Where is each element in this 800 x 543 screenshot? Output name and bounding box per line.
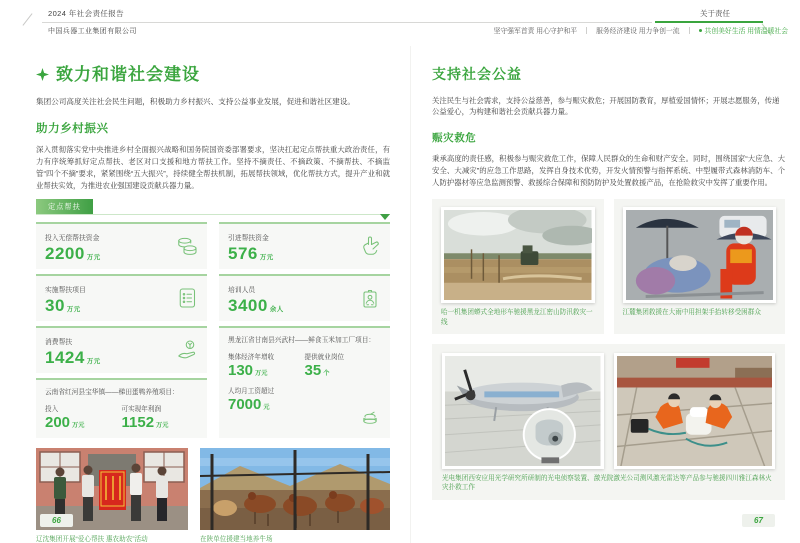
company-name: 中国兵器工业集团有限公司 bbox=[48, 28, 137, 35]
page-number-left: 66 bbox=[40, 514, 73, 527]
photo-caption: 哈一机集团蟒式全地形车驰援黑龙江密山防汛救灾一线 bbox=[441, 309, 593, 326]
page-number-right: 67 bbox=[742, 514, 775, 527]
kv-unit: 万元 bbox=[72, 422, 85, 430]
id-badge-icon bbox=[358, 286, 382, 310]
kv-label: 集体经济年增收 bbox=[228, 354, 275, 362]
stat-label: 引进帮扶资金 bbox=[228, 234, 269, 242]
stat-number: 1424 bbox=[45, 347, 85, 367]
stat-label: 消费帮扶 bbox=[45, 338, 73, 346]
kv-unit: 万元 bbox=[156, 422, 169, 430]
section-body-rural: 深入贯彻落实党中央推进乡村全面振兴战略和国务院国资委部署要求，坚决扛起定点帮扶重大政治责任，有力有序统筹抓好定点帮扶、老区对口支援和地方帮扶工作。坚持不摘责任、不摘政策、不摘帮扶、不摘监管“四个不摘”要求，紧紧围绕“五大振兴”，持续健全帮扶机制，拓展帮扶领域，优化帮扶方式，提升产业和就业帮扶实效，为推进农业强国建设贡献兵器力量。 bbox=[36, 144, 390, 190]
hand-coin-icon bbox=[175, 338, 199, 362]
stat-number: 2200 bbox=[45, 243, 85, 263]
kv-income bbox=[228, 351, 305, 378]
page-title-text: 致力和谐社会建设 bbox=[56, 65, 200, 84]
chapter-label: 关于责任 bbox=[700, 9, 730, 18]
project-title: 黑龙江省甘南县兴武村——鲜食玉米加工厂项目： bbox=[228, 336, 376, 344]
photo-card-row bbox=[432, 199, 785, 334]
header-rule bbox=[42, 22, 652, 23]
kv-number: 200 bbox=[45, 414, 71, 432]
page-fold bbox=[410, 46, 411, 543]
page-left bbox=[36, 50, 390, 543]
project-card-heilongjiang bbox=[219, 326, 390, 438]
stat-number: 576 bbox=[228, 243, 258, 263]
page-title bbox=[432, 64, 785, 84]
header-left-slash bbox=[22, 13, 32, 25]
photo-frame-drone bbox=[442, 353, 604, 469]
kv-number: 35 bbox=[304, 362, 322, 380]
checklist-icon bbox=[175, 286, 199, 310]
nav-item-military[interactable]: 坚守强军首责 用心守护和平 bbox=[493, 28, 578, 35]
stat-projects bbox=[36, 274, 207, 321]
project-stats bbox=[45, 403, 198, 430]
stat-label: 投入无偿帮扶资金 bbox=[45, 234, 100, 242]
kv-value bbox=[45, 415, 122, 430]
triangle-marker-icon bbox=[380, 214, 390, 220]
nav-divider bbox=[689, 27, 690, 34]
page-title bbox=[36, 60, 390, 85]
kv-value bbox=[305, 363, 382, 378]
badge-row bbox=[36, 201, 390, 215]
stats-grid bbox=[36, 222, 390, 438]
photo-frame bbox=[441, 207, 595, 303]
active-dot-icon bbox=[699, 29, 702, 32]
photo-card-flood bbox=[432, 199, 604, 334]
stat-free-funds bbox=[36, 222, 207, 269]
photo-cattle-farm bbox=[200, 448, 390, 530]
stats-col-right bbox=[219, 222, 390, 438]
kv-label: 提供就业岗位 bbox=[304, 354, 345, 362]
page-title-text: 支持社会公益 bbox=[432, 66, 522, 82]
photo-pair bbox=[442, 353, 775, 469]
photo-block-banner bbox=[36, 448, 188, 543]
kv-unit: 个 bbox=[323, 370, 330, 378]
stat-unit: 余人 bbox=[269, 305, 284, 313]
stat-unit: 万元 bbox=[86, 357, 101, 365]
coin-stack-icon bbox=[359, 406, 381, 428]
header-rule-accent bbox=[655, 21, 763, 23]
kv-jobs bbox=[305, 351, 382, 378]
report-title: 2024 年社会责任报告 bbox=[48, 9, 125, 18]
nav-divider bbox=[586, 27, 587, 34]
photo-card-rescue bbox=[614, 199, 786, 334]
photo-card-wide bbox=[432, 344, 785, 501]
kv-value bbox=[122, 415, 199, 430]
stat-trained-people bbox=[219, 274, 390, 321]
kv-profit bbox=[122, 403, 199, 430]
coins-icon bbox=[175, 234, 199, 258]
photo-frame bbox=[623, 207, 777, 303]
stat-number: 30 bbox=[45, 295, 65, 315]
section-body-disaster: 秉承高度的责任感，积极参与赈灾救危工作，保障人民群众的生命和财产安全。同时，围绕国家“大应急、大安全、大减灾”的应急工作思路，发挥自身技术优势，开发火情预警与指挥系统、中型履带式森林消防车、个人防护器材等应急监测预警、救援综合保障和预防防护及处置救援产品，在抢险救灾中发挥了重要作用。 bbox=[432, 153, 785, 187]
kv-unit: 元 bbox=[263, 404, 270, 412]
project-title: 云南省红河县宝华镇——梯田蛋鸭养殖项目： bbox=[45, 388, 179, 396]
badge-targeted-assistance: 定点帮扶 bbox=[36, 199, 93, 214]
page-intro: 关注民生与社会需求，支持公益慈善，参与赈灾救危；开展国防教育，厚植爱国情怀；开展志愿服务，传递公益爱心，为构建和谐社会贡献兵器力量。 bbox=[432, 96, 780, 117]
kv-number: 130 bbox=[228, 362, 254, 380]
kv-label: 可实现年利润 bbox=[121, 406, 162, 414]
stat-number: 3400 bbox=[228, 295, 268, 315]
stat-unit: 万元 bbox=[259, 253, 274, 261]
kv-unit: 万元 bbox=[255, 370, 268, 378]
hand-point-icon bbox=[358, 234, 382, 258]
kv-number: 7000 bbox=[228, 396, 262, 414]
kv-value bbox=[228, 363, 305, 378]
stat-label: 实施帮扶项目 bbox=[45, 286, 86, 294]
stat-unit: 万元 bbox=[86, 253, 101, 261]
page-right bbox=[432, 50, 785, 500]
photo-caption: 辽沈集团开展“爱心帮扶 惠农助农”活动 bbox=[36, 536, 148, 543]
section-heading-rural: 助力乡村振兴 bbox=[36, 122, 109, 135]
photo-caption: 在陕单位援建当地养牛场 bbox=[200, 536, 273, 543]
photo-row-left-page bbox=[36, 448, 390, 543]
sparkle-star-icon bbox=[36, 66, 49, 79]
kv-label: 人均月工资超过 bbox=[228, 388, 275, 396]
photo-caption-wide: 光电集团西安应用光学研究所研制的光电侦察装置、激光院激光公司测风激光雷达等产品参与驰援四川雅江森林火灾扑救工作 bbox=[442, 475, 772, 492]
stat-consumption bbox=[36, 326, 207, 373]
kv-number: 1152 bbox=[121, 414, 155, 432]
stat-unit: 万元 bbox=[66, 305, 81, 313]
stats-col-left bbox=[36, 222, 207, 438]
kv-label: 投入 bbox=[45, 406, 59, 414]
nav-item-society-label: 共创美好生活 用情温暖社会 bbox=[704, 28, 788, 35]
nav-item-society-active[interactable] bbox=[699, 25, 788, 35]
kv-invest bbox=[45, 403, 122, 430]
photo-block-cattle bbox=[200, 448, 390, 543]
nav-item-economy[interactable]: 服务经济建设 用力争创一流 bbox=[596, 28, 680, 35]
stat-label: 培训人员 bbox=[228, 286, 256, 294]
page-intro: 集团公司高度关注社会民生问题，积极助力乡村振兴、支持公益事业发展，促进和谐社区建设。 bbox=[36, 97, 355, 106]
stat-introduced-funds bbox=[219, 222, 390, 269]
photo-caption: 江麓集团救援在大雨中用担架手抬转移受困群众 bbox=[622, 309, 761, 317]
project-stats bbox=[228, 351, 381, 412]
section-heading-disaster: 赈灾救危 bbox=[432, 131, 477, 144]
photo-frame-rooftop bbox=[614, 353, 776, 469]
project-card-yunnan bbox=[36, 378, 207, 438]
section-nav bbox=[420, 25, 788, 35]
